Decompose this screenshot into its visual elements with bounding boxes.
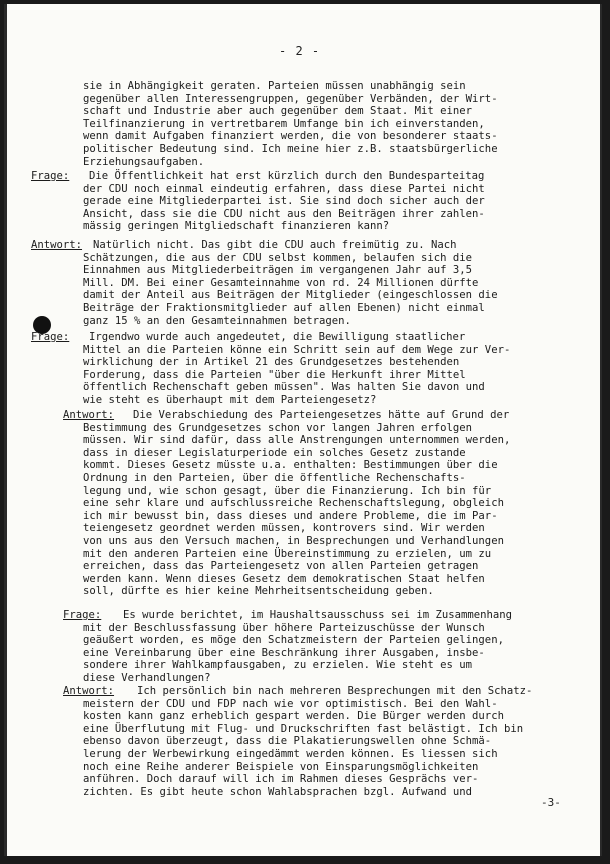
text-line: eine Vereinbarung über eine Beschränkung ihrer Ausgaben, insbe- <box>83 646 485 659</box>
text-line: wenn damit Aufgaben finanziert werden, die von besonderer staats- <box>83 130 498 143</box>
text-line: eine sehr klare und aufschlussreiche Rechenschaftslegung, obgleich <box>83 497 504 510</box>
text-line: gerade eine Mitgliederpartei ist. Sie sind doch sicher auch der <box>83 195 485 208</box>
text-line: diese Verhandlungen? <box>83 672 211 684</box>
text-line: Erziehungsaufgaben. <box>83 155 205 168</box>
paragraph-label: Antwort: <box>63 409 115 421</box>
paragraph-label: Frage: <box>31 331 70 343</box>
text-line: soll, dürfte es hier keine Mehrheitsentscheidung geben. <box>83 585 434 598</box>
text-line: eine Überflutung mit Flug- und Druckschriften fast belästigt. Ich bin <box>83 722 524 735</box>
paragraph-label: Frage: <box>63 609 102 621</box>
text-line: Die Verabschiedung des Parteiengesetzes hätte auf Grund der <box>133 409 510 421</box>
text-line: Bestimmung des Grundgesetzes schon vor langen Jahren erfolgen <box>83 421 473 434</box>
text-line: damit der Anteil aus Beiträgen der Mitglieder (eingeschlossen die <box>83 289 498 302</box>
text-line: schaft und Industrie aber auch gegenüber dem Staat. Mit einer <box>83 105 473 118</box>
text-line: kosten kann ganz erheblich gespart werden. Die Bürger werden durch <box>83 710 504 723</box>
text-line: von uns aus den Versuch machen, in Besprechungen und Verhandlungen <box>83 535 504 547</box>
text-line: legung und, wie schon gesagt, über die Finanzierung. Ich bin für <box>83 484 492 497</box>
text-line: geäußert worden, es möge den Schatzmeistern der Parteien gelingen, <box>83 634 504 647</box>
page-number: - 2 - <box>279 44 321 58</box>
text-line: sondere ihrer Wahlkampfausgaben, zu erzielen. Wie steht es um <box>83 659 473 672</box>
text-line: zichten. Es gibt heute schon Wahlabsprachen bzgl. Aufwand und <box>83 785 473 798</box>
document-page <box>4 4 602 856</box>
text-line: Natürlich nicht. Das gibt die CDU auch freimütig zu. Nach <box>93 239 457 251</box>
text-line: Beiträge der Fraktionsmitglieder auf allen Ebenen) nicht einmal <box>83 302 485 314</box>
text-line: ich mir bewusst bin, dass dieses und andere Probleme, die im Par- <box>83 509 498 522</box>
text-line: politischer Bedeutung sind. Ich meine hier z.B. staatsbürgerliche <box>83 143 498 155</box>
text-line: Schätzungen, die aus der CDU selbst kommen, belaufen sich die <box>83 251 473 264</box>
paragraph-label: Antwort: <box>63 685 115 697</box>
text-line: Ordnung in den Parteien, über die öffentliche Rechenschafts- <box>83 472 466 484</box>
text-line: Irgendwo wurde auch angedeutet, die Bewilligung staatlicher <box>89 331 466 343</box>
text-line: kommt. Dieses Gesetz müsste u.a. enthalten: Bestimmungen über die <box>83 459 498 472</box>
text-line: mit der Beschlussfassung über höhere Parteizuschüsse der Wunsch <box>83 621 485 634</box>
text-line: Ansicht, dass sie die CDU nicht aus den Beiträgen ihrer zahlen- <box>83 207 485 220</box>
text-line: dass in dieser Legislaturperiode ein solches Gesetz zustande <box>83 446 466 459</box>
text-line: Mittel an die Parteien könne ein Schritt sein auf dem Wege zur Ver- <box>83 343 511 356</box>
text-line: müssen. Wir sind dafür, dass alle Anstrengungen unternommen werden, <box>83 434 511 447</box>
text-line: teiengesetz geordnet werden müssen, kontrovers sind. Wir werden <box>83 522 485 535</box>
text-line: Teilfinanzierung in vertretbarem Umfange bin ich einverstanden, <box>83 117 485 130</box>
text-line: mit den anderen Parteien eine Übereinstimmung zu erzielen, um zu <box>83 547 492 560</box>
text-line: Ich persönlich bin nach mehreren Besprechungen mit den Schatz- <box>137 685 533 697</box>
text-line: lerung der Werbewirkung eingedämmt werden können. Es liessen sich <box>83 748 498 760</box>
text-line: meistern der CDU und FDP nach wie vor optimistisch. Bei den Wahl- <box>83 697 498 710</box>
text-line: Die Öffentlichkeit hat erst kürzlich durch den Bundesparteitag <box>89 170 485 182</box>
text-line: öffentlich Rechenschaft geben müssen". Was halten Sie davon und <box>83 381 485 394</box>
text-line: noch eine Reihe anderer Beispiele von Einsparungsmöglichkeiten <box>83 760 479 773</box>
text-line: wirklichung der in Artikel 21 des Grundgesetzes bestehenden <box>83 356 460 369</box>
text-line: anführen. Doch darauf will ich im Rahmen dieses Gesprächs ver- <box>83 773 479 786</box>
paragraph-label: Antwort: <box>31 239 83 251</box>
text-line: Mill. DM. Bei einer Gesamteinnahme von rd. 24 Millionen dürfte <box>83 276 479 289</box>
text-line: Es wurde berichtet, im Haushaltsausschuss sei im Zusammenhang <box>123 609 513 621</box>
text-line: gegenüber allen Interessengruppen, gegenüber Verbänden, der Wirt- <box>83 92 498 105</box>
text-line: sie in Abhängigkeit geraten. Parteien müssen unabhängig sein <box>83 80 466 92</box>
text-line: ganz 15 % an den Gesamteinnahmen betragen. <box>83 314 351 327</box>
paragraph-label: Frage: <box>31 170 70 182</box>
document-body <box>7 4 600 856</box>
text-line: Forderung, dass die Parteien "über die Herkunft ihrer Mittel <box>83 368 466 381</box>
text-line: werden kann. Wenn dieses Gesetz dem demokratischen Staat helfen <box>83 572 485 585</box>
text-line: mässig geringen Mitgliedschaft finanzieren kann? <box>83 220 390 233</box>
next-page-marker: -3- <box>541 796 561 809</box>
text-line: ebenso davon überzeugt, dass die Plakatierungswellen ohne Schmä- <box>83 735 492 748</box>
text-line: der CDU noch einmal eindeutig erfahren, dass diese Partei nicht <box>83 182 485 195</box>
text-line: wie steht es überhaupt mit dem Parteiengesetz? <box>83 394 377 406</box>
text-line: erreichen, dass das Parteiengesetz von allen Parteien getragen <box>83 560 479 573</box>
text-line: Einnahmen aus Mitgliederbeiträgen im vergangenen Jahr auf 3,5 <box>83 264 473 277</box>
